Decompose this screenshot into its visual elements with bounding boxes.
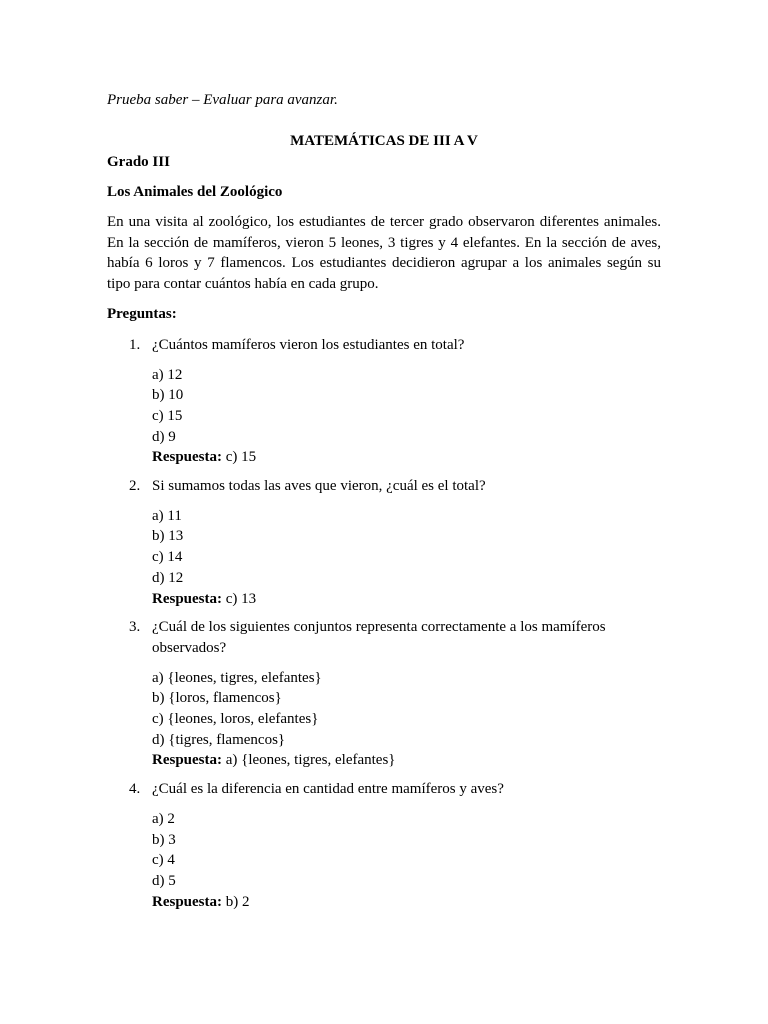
option-a: a) 12 — [152, 366, 183, 383]
intro-paragraph: En una visita al zoológico, los estudiantes de tercer grado observaron diferentes animales. En la sección de mamíferos, vieron 5 leones, 3 tigres y 4 elefantes. En la sección de aves, había 6 loros y 7 flamencos. Los estudiantes decidieron agrupar a los animales según su tipo para contar cuántos había en cada grupo. — [107, 214, 661, 293]
answer-label: Respuesta: — [152, 752, 222, 769]
option-c: c) 4 — [152, 852, 175, 869]
section-title: Los Animales del Zoológico — [107, 184, 283, 200]
question-text: Si sumamos todas las aves que vieron, ¿cuál es el total? — [152, 478, 486, 495]
answer-label: Respuesta: — [152, 590, 222, 607]
option-a: a) 2 — [152, 810, 175, 827]
answer-line — [152, 589, 661, 610]
grade-heading: Grado III — [107, 154, 170, 170]
answer-line — [152, 892, 661, 913]
options-list — [152, 668, 661, 772]
question-text: ¿Cuál de los siguientes conjuntos representa correctamente a los mamíferos observados? — [152, 619, 606, 656]
question-2 — [107, 476, 661, 609]
question-number: 3. — [129, 619, 141, 636]
options-list — [152, 506, 661, 610]
answer-line — [152, 447, 661, 468]
option-d: d) 12 — [152, 569, 184, 586]
question-text: ¿Cuántos mamíferos vieron los estudiantes en total? — [152, 336, 465, 353]
question-4 — [107, 779, 661, 912]
option-c: c) 14 — [152, 549, 183, 566]
option-b: b) {loros, flamencos} — [152, 690, 282, 707]
options-list — [152, 365, 661, 469]
question-text: ¿Cuál es la diferencia en cantidad entre mamíferos y aves? — [152, 781, 504, 798]
option-a: a) 11 — [152, 507, 182, 524]
option-b: b) 3 — [152, 831, 176, 848]
question-number: 4. — [129, 781, 141, 798]
answer-label: Respuesta: — [152, 449, 222, 466]
option-a: a) {leones, tigres, elefantes} — [152, 669, 322, 686]
answer-value: c) 15 — [225, 449, 257, 466]
question-number: 1. — [129, 336, 141, 353]
questions-heading: Preguntas: — [107, 305, 177, 322]
option-b: b) 13 — [152, 528, 184, 545]
document-page — [107, 90, 661, 920]
option-b: b) 10 — [152, 387, 184, 404]
answer-value: a) {leones, tigres, elefantes} — [225, 752, 396, 769]
question-3 — [107, 617, 661, 771]
answer-value: c) 13 — [225, 590, 257, 607]
options-list — [152, 809, 661, 913]
option-d: d) 5 — [152, 872, 176, 889]
option-c: c) 15 — [152, 407, 183, 424]
document-tagline: Prueba saber – Evaluar para avanzar. — [107, 92, 338, 108]
question-number: 2. — [129, 478, 141, 495]
answer-line — [152, 750, 661, 771]
question-1 — [107, 335, 661, 468]
option-c: c) {leones, loros, elefantes} — [152, 711, 319, 728]
answer-label: Respuesta: — [152, 893, 222, 910]
document-title: MATEMÁTICAS DE III A V — [290, 133, 478, 149]
option-d: d) 9 — [152, 428, 176, 445]
answer-value: b) 2 — [225, 893, 250, 910]
option-d: d) {tigres, flamencos} — [152, 731, 286, 748]
